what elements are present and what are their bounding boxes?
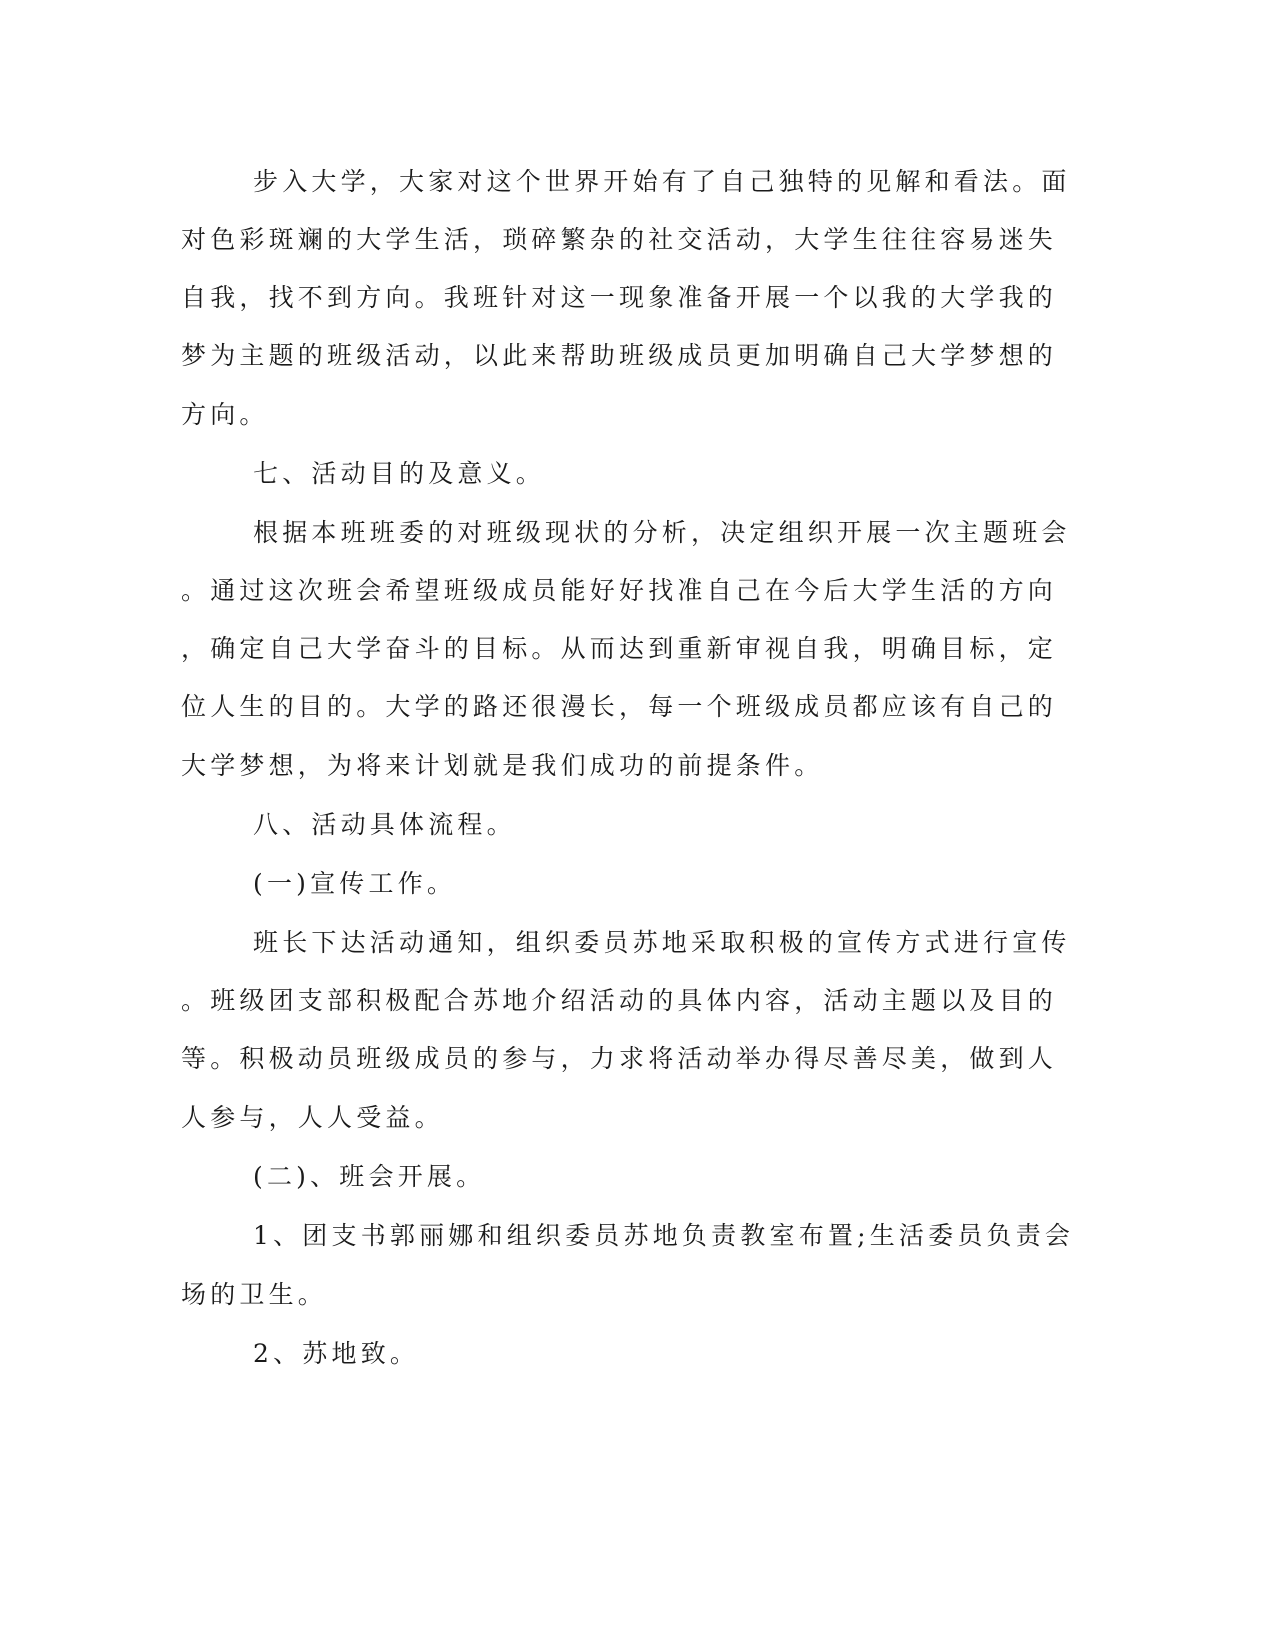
paragraph-line: 梦为主题的班级活动，以此来帮助班级成员更加明确自己大学梦想的	[181, 341, 1058, 370]
paragraph-line: 步入大学，大家对这个世界开始有了自己独特的见解和看法。面	[253, 167, 1071, 196]
paragraph-line: 根据本班班委的对班级现状的分析，决定组织开展一次主题班会	[253, 518, 1071, 547]
paragraph-line: 。班级团支部积极配合苏地介绍活动的具体内容，活动主题以及目的	[181, 986, 1058, 1015]
paragraph-line: 位人生的目的。大学的路还很漫长，每一个班级成员都应该有自己的	[181, 692, 1058, 721]
paragraph-line: 班长下达活动通知，组织委员苏地采取积极的宣传方式进行宣传	[253, 928, 1071, 957]
paragraph-line: 大学梦想，为将来计划就是我们成功的前提条件。	[181, 751, 824, 780]
paragraph-line: 等。积极动员班级成员的参与，力求将活动举办得尽善尽美，做到人	[181, 1044, 1058, 1073]
section-heading: 七、活动目的及意义。	[253, 459, 546, 488]
paragraph-line: 。通过这次班会希望班级成员能好好找准自己在今后大学生活的方向	[181, 576, 1058, 605]
paragraph-line: 1、团支书郭丽娜和组织委员苏地负责教室布置;生活委员负责会	[253, 1221, 1075, 1250]
paragraph-line: 方向。	[181, 400, 269, 429]
subsection-heading: (二)、班会开展。	[253, 1162, 486, 1191]
subsection-heading: (一)宣传工作。	[253, 869, 457, 898]
paragraph-line: 自我，找不到方向。我班针对这一现象准备开展一个以我的大学我的	[181, 283, 1058, 312]
paragraph-line: ，确定自己大学奋斗的目标。从而达到重新审视自我，明确目标，定	[181, 634, 1058, 663]
section-heading: 八、活动具体流程。	[253, 810, 516, 839]
paragraph-line: 人参与，人人受益。	[181, 1103, 444, 1132]
paragraph-line: 场的卫生。	[181, 1280, 328, 1309]
paragraph-line: 2、苏地致。	[253, 1339, 420, 1368]
paragraph-line: 对色彩斑斓的大学生活，琐碎繁杂的社交活动，大学生往往容易迷失	[181, 225, 1058, 254]
